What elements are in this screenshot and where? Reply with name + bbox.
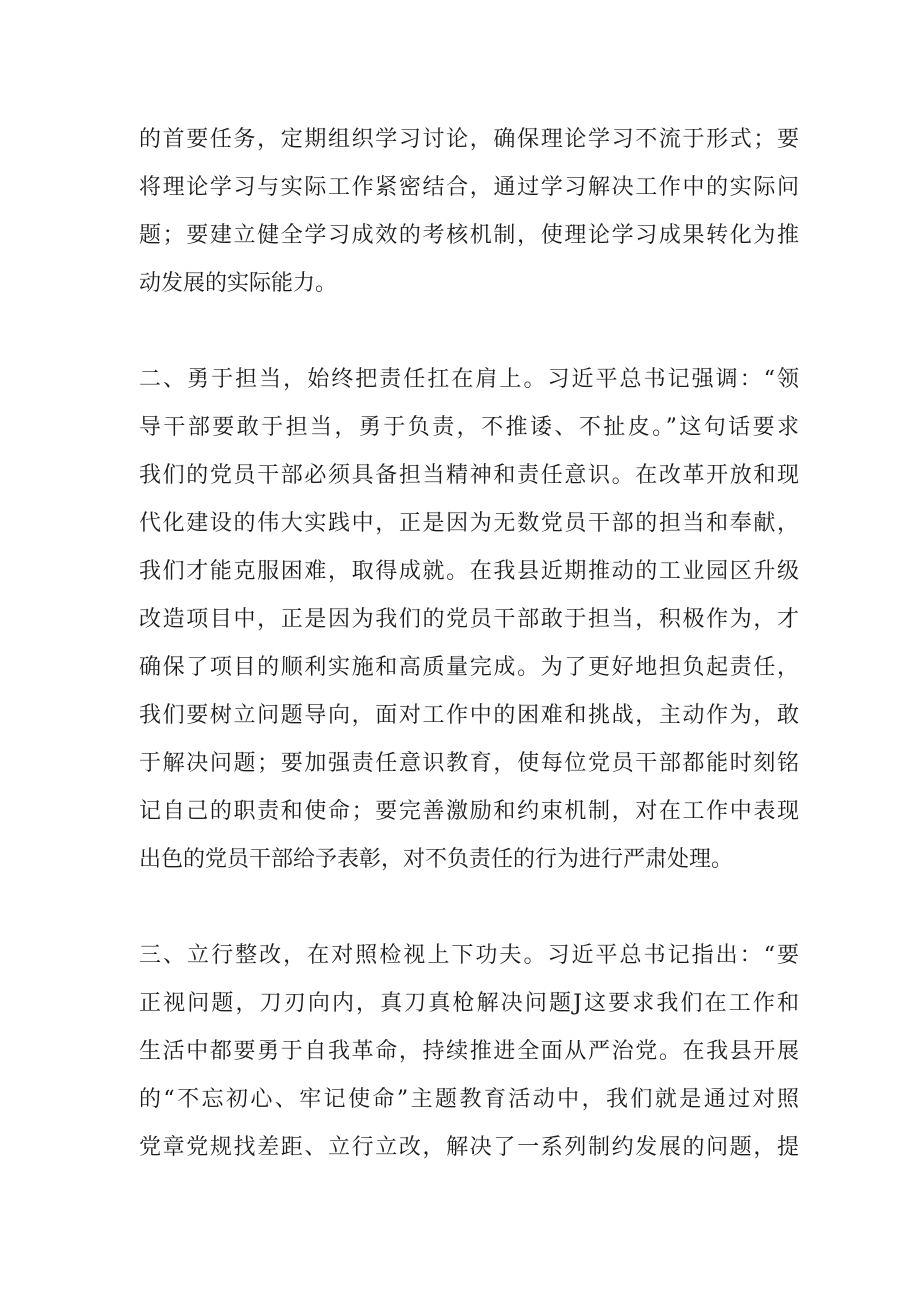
paragraph-3-line-4: 的“不忘初心、牢记使命”主题教育活动中，我们就是通过对照 bbox=[139, 1087, 799, 1112]
paragraph-2-line-7: 确保了项目的顺利实施和高质量完成。为了更好地担负起责任， bbox=[139, 655, 799, 680]
paragraph-1-line-2: 将理论学习与实际工作紧密结合，通过学习解决工作中的实际问 bbox=[139, 175, 799, 200]
paragraph-3-line-2: 正视问题，刀刃向内，真刀真枪解决问题J这要求我们在工作和 bbox=[139, 991, 799, 1016]
paragraph-2-line-5: 我们才能克服困难，取得成就。在我县近期推动的工业园区升级 bbox=[139, 559, 799, 584]
paragraph-2-line-3: 我们的党员干部必须具备担当精神和责任意识。在改革开放和现 bbox=[139, 463, 799, 488]
paragraph-2-line-9: 于解决问题；要加强责任意识教育，使每位党员干部都能时刻铭 bbox=[139, 751, 799, 776]
paragraph-3-line-5: 党章党规找差距、立行立改，解决了一系列制约发展的问题，提 bbox=[139, 1135, 799, 1160]
paragraph-2-line-6: 改造项目中，正是因为我们的党员干部敢于担当，积极作为，才 bbox=[139, 607, 799, 632]
paragraph-1-line-1: 的首要任务，定期组织学习讨论，确保理论学习不流于形式；要 bbox=[139, 127, 799, 152]
paragraph-2-line-2: 导干部要敢于担当，勇于负责，不推诿、不扯皮。”这句话要求 bbox=[139, 415, 799, 440]
paragraph-2-line-11: 出色的党员干部给予表彰，对不负责任的行为进行严肃处理。 bbox=[139, 847, 734, 872]
paragraph-2-line-1: 二、勇于担当，始终把责任扛在肩上。习近平总书记强调：“领 bbox=[139, 367, 799, 392]
paragraph-3-line-1: 三、立行整改，在对照检视上下功夫。习近平总书记指出：“要 bbox=[139, 943, 799, 968]
paragraph-3-line-3: 生活中都要勇于自我革命，持续推进全面从严治党。在我县开展 bbox=[139, 1039, 799, 1064]
paragraph-1-line-3: 题；要建立健全学习成效的考核机制，使理论学习成果转化为推 bbox=[139, 223, 799, 248]
paragraph-2-line-4: 代化建设的伟大实践中，正是因为无数党员干部的担当和奉献， bbox=[139, 511, 799, 536]
paragraph-2-line-10: 记自己的职责和使命；要完善激励和约束机制，对在工作中表现 bbox=[139, 799, 799, 824]
paragraph-2-line-8: 我们要树立问题导向，面对工作中的困难和挑战，主动作为，敢 bbox=[139, 703, 799, 728]
paragraph-1-line-4: 动发展的实际能力。 bbox=[139, 271, 338, 296]
